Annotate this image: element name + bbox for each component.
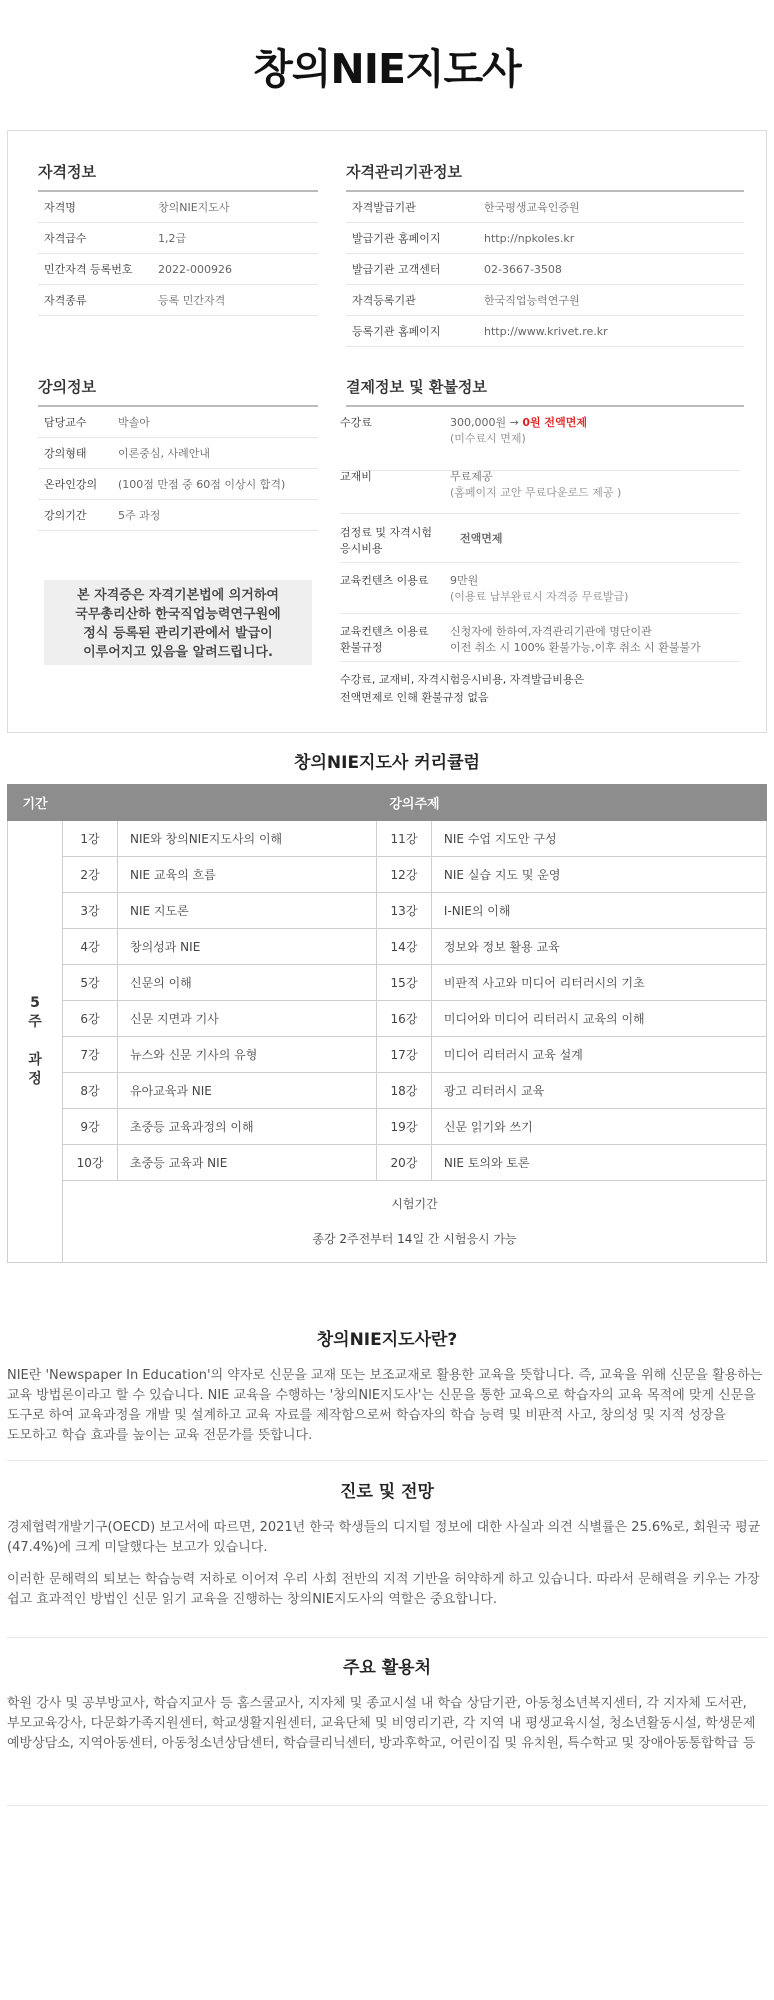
career-heading: 진로 및 전망	[340, 1482, 434, 1502]
info-key: 자격등록기관	[352, 294, 416, 307]
lecture-subject: NIE 실습 지도 및 운영	[431, 857, 766, 893]
fee-sub: (미수료시 면제)	[450, 432, 526, 445]
lecture-number: 18강	[376, 1073, 431, 1109]
lecture-subject: 초중등 교육과 NIE	[118, 1145, 377, 1181]
lecture-subject: 신문의 이해	[118, 965, 377, 1001]
info-key: 등록기관 홈페이지	[352, 325, 441, 338]
material-row	[340, 463, 740, 513]
exam-fee-label-2: 응시비용	[340, 542, 383, 555]
lecture-subject: NIE 수업 지도안 구성	[431, 821, 766, 857]
lecture-number: 5강	[63, 965, 118, 1001]
exam-desc: 종강 2주전부터 14일 간 시험응시 가능	[312, 1231, 517, 1246]
info-row	[346, 223, 744, 254]
refund-value-2: 이전 취소 시 100% 환불가능,이후 취소 시 환불불가	[450, 641, 701, 654]
refund-label-1: 교육컨텐츠 이용료	[340, 625, 429, 638]
info-box	[7, 130, 767, 733]
lecture-subject: 비판적 사고와 미디어 리터러시의 기초	[431, 965, 766, 1001]
payment-heading: 결제정보 및 환불정보	[346, 376, 744, 407]
info-row	[38, 500, 318, 531]
info-key: 강의기간	[44, 509, 87, 522]
info-row	[346, 316, 744, 347]
fee-value: 300,000원 →	[450, 416, 519, 429]
about-heading: 창의NIE지도사란?	[316, 1330, 458, 1350]
qual-info-heading: 자격정보	[38, 161, 318, 192]
lecture-number: 13강	[376, 893, 431, 929]
career-body-1: 경제협력개발기구(OECD) 보고서에 따르면, 2021년 한국 학생들의 디지털 정보에 대한 사실과 의견 식별률은 25.6%로, 회원국 평균(47.4%)에 크게 미달했다는 보고가 있습니다.	[7, 1520, 761, 1555]
about-section	[7, 1325, 767, 1458]
fee-free: 0원 전액면제	[522, 416, 587, 429]
refund-label-2: 환불규정	[340, 641, 383, 654]
lecture-number: 17강	[376, 1037, 431, 1073]
info-key: 자격발급기관	[352, 201, 416, 214]
usage-heading: 주요 활용처	[342, 1658, 432, 1678]
table-row	[8, 929, 767, 965]
period-cell: 5 주 과 정	[8, 821, 63, 1263]
lecture-number: 12강	[376, 857, 431, 893]
lecture-number: 1강	[63, 821, 118, 857]
lecture-subject: 광고 리터러시 교육	[431, 1073, 766, 1109]
lecture-subject: 신문 읽기와 쓰기	[431, 1109, 766, 1145]
lecture-subject: 신문 지면과 기사	[118, 1001, 377, 1037]
material-sub: (홈페이지 교안 무료다운로드 제공 )	[450, 486, 622, 499]
exam-title: 시험기간	[391, 1196, 438, 1211]
lecture-subject: 초중등 교육과정의 이해	[118, 1109, 377, 1145]
content-fee-sub: (이용료 납부완료시 자격증 무료발급)	[450, 590, 629, 603]
exam-row	[8, 1181, 767, 1263]
info-row	[38, 407, 318, 438]
table-row	[8, 1073, 767, 1109]
table-row	[8, 1145, 767, 1181]
curriculum-heading: 창의NIE지도사 커리큘럼	[294, 753, 480, 773]
lecture-info-section	[38, 376, 318, 531]
lecture-subject: 미디어와 미디어 리터러시 교육의 이해	[431, 1001, 766, 1037]
info-key: 민간자격 등록번호	[44, 263, 133, 276]
lecture-subject: NIE 교육의 흐름	[118, 857, 377, 893]
info-value: http://www.krivet.re.kr	[484, 324, 608, 338]
lecture-number: 9강	[63, 1109, 118, 1145]
lecture-number: 3강	[63, 893, 118, 929]
info-key: 자격급수	[44, 232, 87, 245]
lecture-subject: 유아교육과 NIE	[118, 1073, 377, 1109]
info-row	[346, 285, 744, 316]
lecture-number: 11강	[376, 821, 431, 857]
payment-section	[346, 376, 744, 407]
exam-fee-label-1: 검정료 및 자격시험	[340, 526, 433, 539]
info-key: 발급기관 홈페이지	[352, 232, 441, 245]
lecture-subject: 뉴스와 신문 기사의 유형	[118, 1037, 377, 1073]
refund-footnote: 수강료, 교재비, 자격시험응시비용, 자격발급비용은 전액면제로 인해 환불규정 없음	[340, 673, 585, 704]
col-period-header: 기간	[8, 785, 63, 821]
info-key: 자격종류	[44, 294, 87, 307]
divider	[7, 1805, 767, 1806]
info-row	[38, 469, 318, 500]
lecture-subject: NIE 지도론	[118, 893, 377, 929]
notice-box: 본 자격증은 자격기본법에 의거하여 국무총리산하 한국직업능력연구원에 정식 등록된 관리기관에서 발급이 이루어지고 있음을 알려드립니다.	[44, 580, 312, 665]
lecture-subject: NIE와 창의NIE지도사의 이해	[118, 821, 377, 857]
info-value: http://npkoles.kr	[484, 231, 575, 245]
fee-label: 수강료	[340, 416, 372, 429]
divider	[7, 1637, 767, 1638]
career-section	[7, 1477, 767, 1622]
table-row	[8, 857, 767, 893]
info-value: 1,2급	[158, 232, 187, 245]
content-fee-value: 9만원	[450, 574, 479, 587]
info-key: 온라인강의	[44, 478, 98, 491]
content-fee-label: 교육컨텐츠 이용료	[340, 574, 429, 587]
lecture-number: 6강	[63, 1001, 118, 1037]
info-row	[346, 254, 744, 285]
lecture-subject: 정보와 정보 활용 교육	[431, 929, 766, 965]
page-title: 창의NIE지도사	[253, 45, 521, 93]
table-row	[8, 1109, 767, 1145]
info-row	[38, 192, 318, 223]
usage-body: 학원 강사 및 공부방교사, 학습지교사 등 홈스쿨교사, 지자체 및 종교시설 내 학습 상담기관, 아동청소년복지센터, 각 지자체 도서관, 부모교육강사, 다문화가족지원센터, 학교생활지원센터, 교육단체 및 비영리기관, 각 지역 내 평생교육시설, 청소년활동시설, 학생문제 예방상담소, 지역아동센터, 아동청소년상담센터, 학습클리닉센터, 방과후학교, 어린이집 및 유치원, 특수학교 및 장애아동통합학급 등	[7, 1696, 756, 1751]
mgmt-info-section	[346, 161, 744, 347]
info-value: 이론중심, 사례안내	[118, 447, 211, 460]
refund-value-1: 신청자에 한하여,자격관리기관에 명단이관	[450, 625, 652, 638]
info-key: 자격명	[44, 201, 76, 214]
mgmt-info-heading: 자격관리기관정보	[346, 161, 744, 192]
info-key: 발급기관 고객센터	[352, 263, 441, 276]
lecture-number: 15강	[376, 965, 431, 1001]
lecture-number: 7강	[63, 1037, 118, 1073]
lecture-number: 16강	[376, 1001, 431, 1037]
lecture-number: 14강	[376, 929, 431, 965]
lecture-number: 2강	[63, 857, 118, 893]
info-value: 창의NIE지도사	[158, 201, 230, 214]
usage-section	[7, 1653, 767, 1766]
lecture-info-heading: 강의정보	[38, 376, 318, 407]
info-row	[38, 254, 318, 285]
lecture-number: 20강	[376, 1145, 431, 1181]
refund-row	[340, 614, 740, 662]
info-key: 강의형태	[44, 447, 87, 460]
info-row	[38, 438, 318, 469]
info-key: 담당교수	[44, 416, 87, 429]
career-body-2: 이러한 문해력의 퇴보는 학습능력 저하로 이어져 우리 사회 전반의 지적 기반을 허약하게 하고 있습니다. 따라서 문해력을 키우는 가장 쉽고 효과적인 방법인 신문 읽기 교육을 진행하는 창의NIE지도사의 역할은 중요합니다.	[7, 1572, 760, 1607]
table-row	[8, 821, 767, 857]
info-row	[38, 223, 318, 254]
info-value: 2022-000926	[158, 262, 232, 276]
info-value: 한국직업능력연구원	[484, 294, 580, 307]
lecture-subject: 미디어 리터러시 교육 설계	[431, 1037, 766, 1073]
info-row	[38, 285, 318, 316]
about-body: NIE란 'Newspaper In Education'의 약자로 신문을 교재 또는 보조교재로 활용한 교육을 뜻합니다. 즉, 교육을 위해 신문을 활용하는 교육 방법론이라고 할 수 있습니다. NIE 교육을 수행하는 '창의NIE지도사'는 신문을 통한 교육으로 학습자의 교육 목적에 맞게 신문을 도구로 하여 교육과정을 개발 및 설계하고 교육 자료를 제작함으로써 학습자의 학습 능력 및 비판적 사고, 창의성 및 지적 성장을 도모하고 학습 효과를 높이는 교육 전문가를 뜻합니다.	[7, 1368, 763, 1443]
exam-period-cell	[63, 1181, 767, 1263]
lecture-number: 4강	[63, 929, 118, 965]
info-value: 한국평생교육인증원	[484, 201, 580, 214]
table-row	[8, 893, 767, 929]
lecture-subject: NIE 토의와 토론	[431, 1145, 766, 1181]
qual-info-section	[38, 161, 318, 316]
lecture-subject: I-NIE의 이해	[431, 893, 766, 929]
lecture-number: 8강	[63, 1073, 118, 1109]
curriculum-table	[7, 784, 767, 1263]
table-row	[8, 1037, 767, 1073]
divider	[7, 1460, 767, 1461]
material-label: 교재비	[340, 470, 372, 483]
info-value: 박솔아	[118, 416, 150, 429]
content-fee-row	[340, 563, 740, 614]
table-row	[8, 1001, 767, 1037]
lecture-number: 10강	[63, 1145, 118, 1181]
info-value: 02-3667-3508	[484, 262, 562, 276]
table-row	[8, 965, 767, 1001]
lecture-number: 19강	[376, 1109, 431, 1145]
exam-fee-row	[340, 513, 740, 563]
info-value: 5주 과정	[118, 509, 161, 522]
exam-fee-value: 전액면제	[460, 532, 503, 545]
info-value: (100점 만점 중 60점 이상시 합격)	[118, 478, 286, 491]
lecture-subject: 창의성과 NIE	[118, 929, 377, 965]
material-value: 무료제공	[450, 470, 493, 483]
col-subject-header: 강의주제	[63, 785, 767, 821]
info-value: 등록 민간자격	[158, 294, 226, 307]
info-row	[346, 192, 744, 223]
